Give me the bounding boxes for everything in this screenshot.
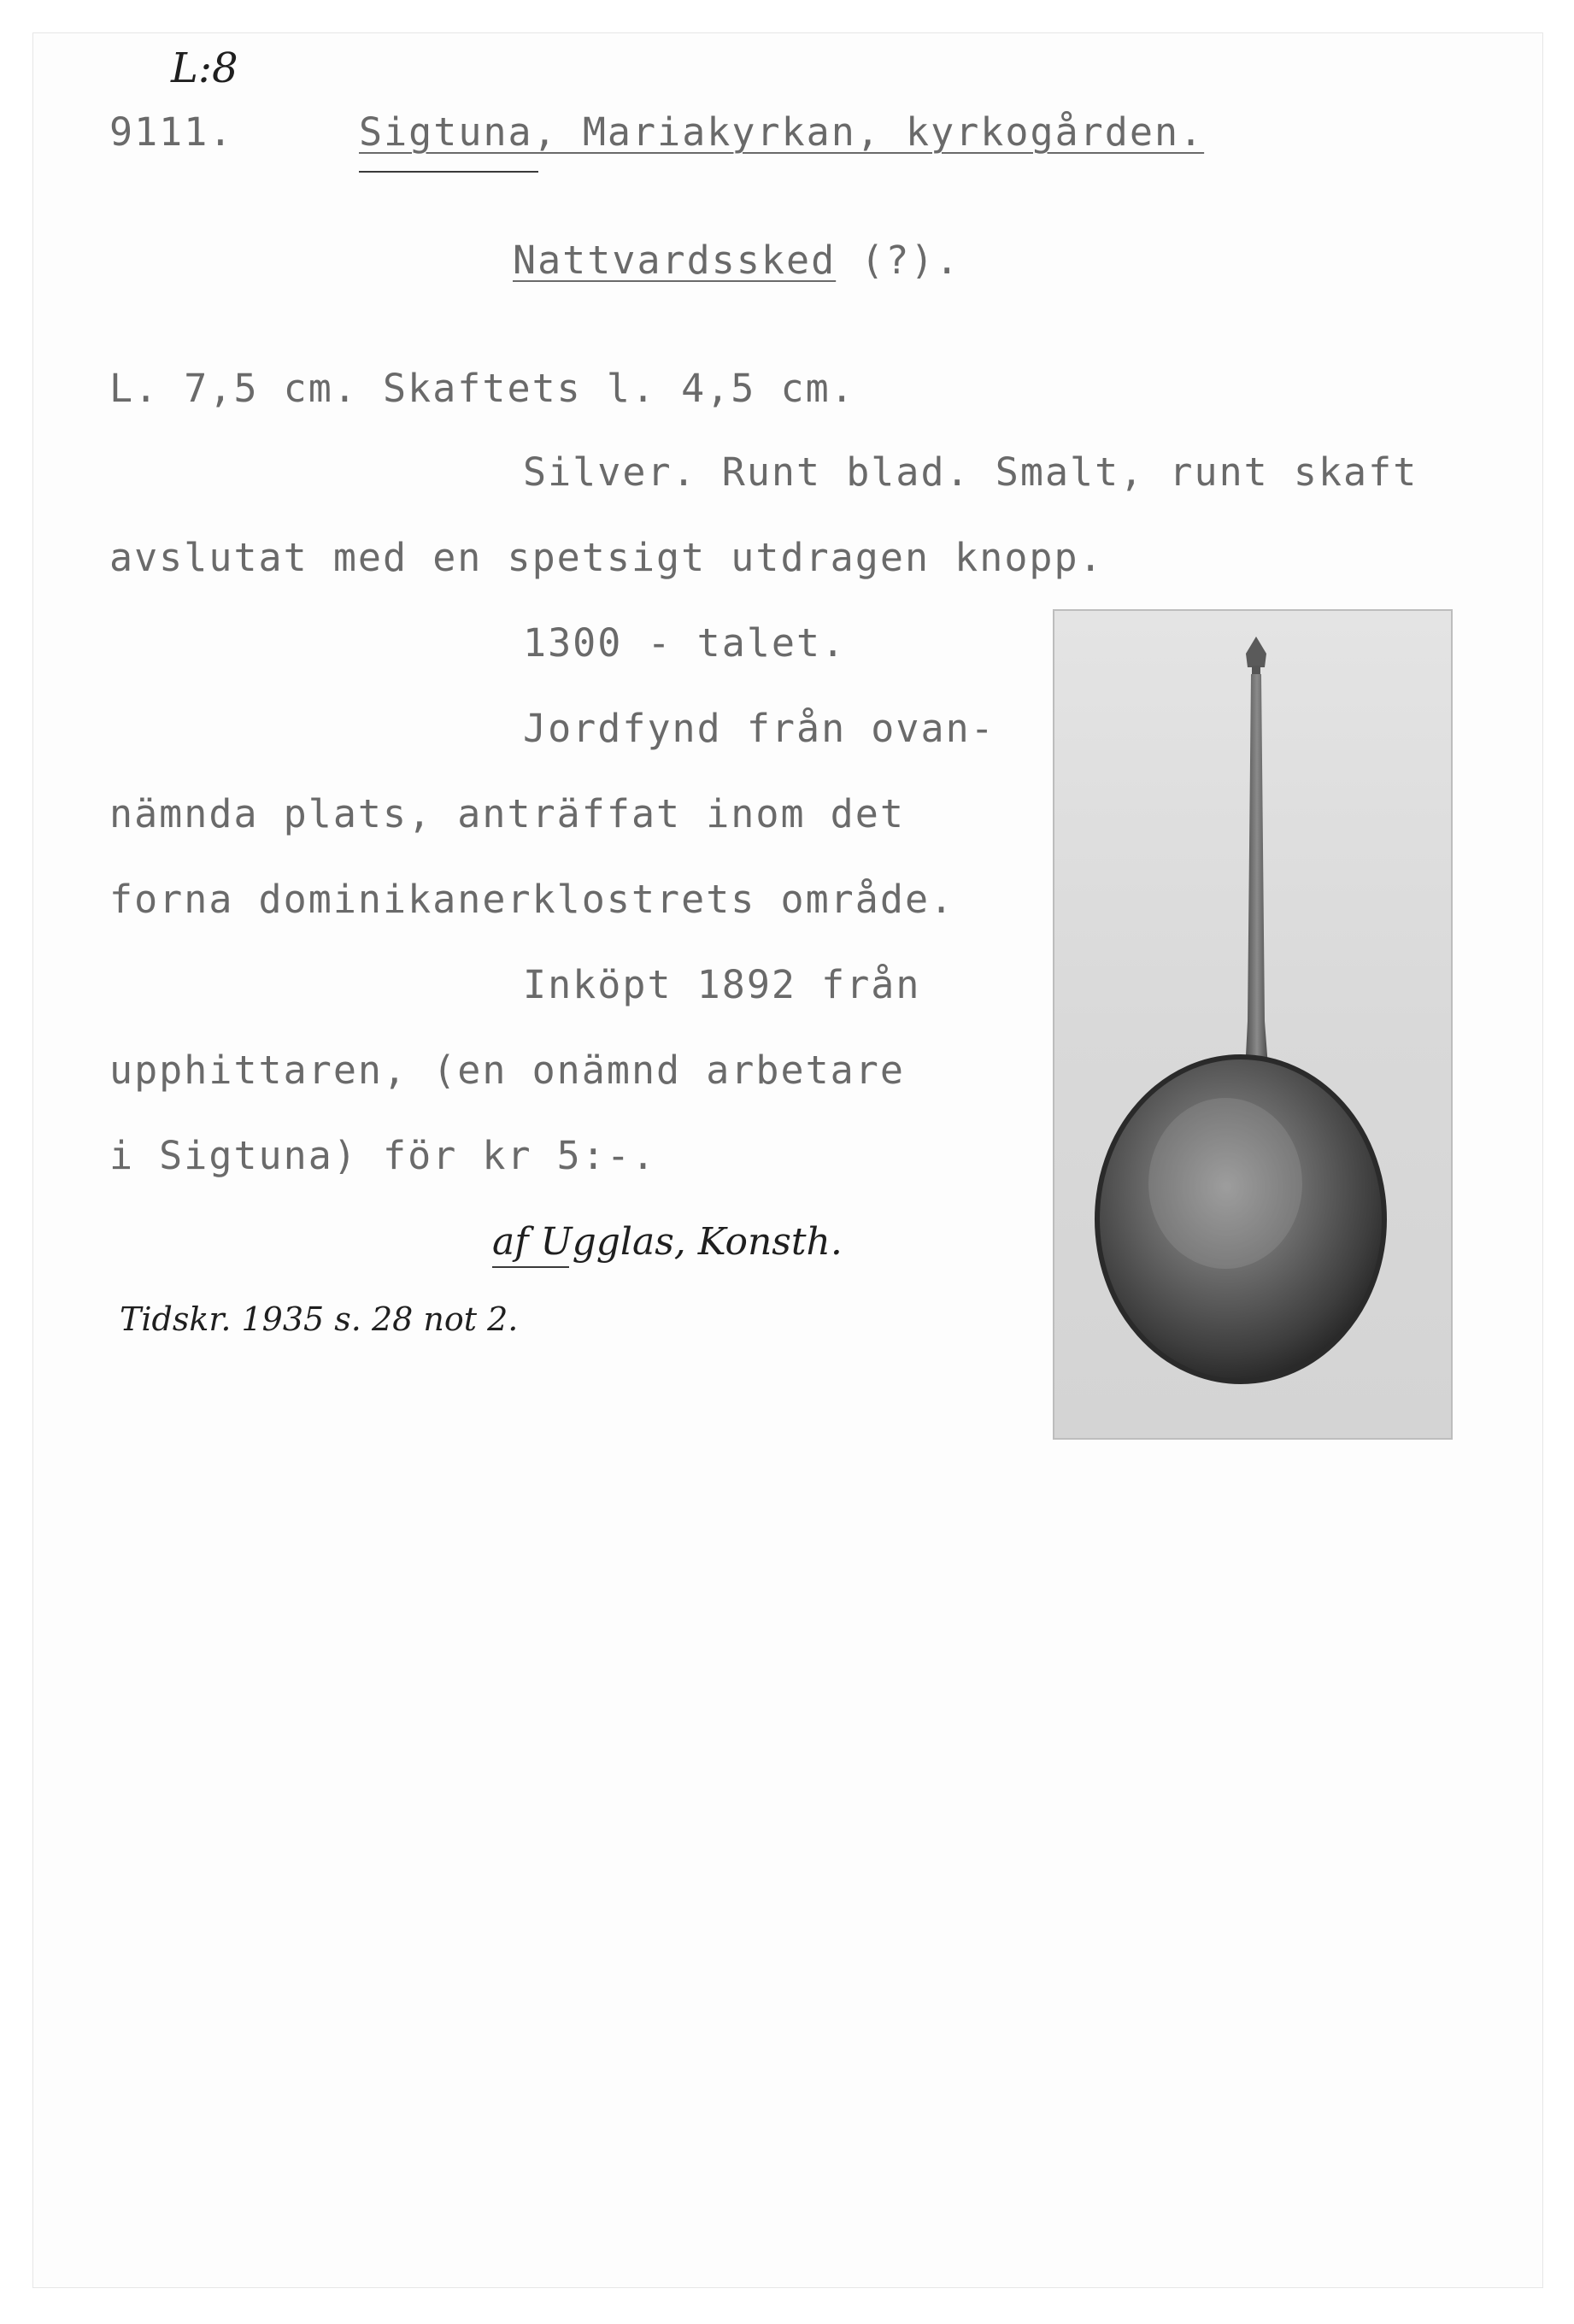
object-query: (?). <box>836 238 960 283</box>
dimensions: L. 7,5 cm. Skaftets l. 4,5 cm. <box>109 366 855 411</box>
acquisition-line-3: i Sigtuna) för kr 5:-. <box>109 1133 657 1178</box>
spoon-photograph <box>1053 609 1453 1440</box>
object-title <box>513 238 960 284</box>
find-line-2: nämnda plats, anträffat inom det <box>109 791 905 836</box>
signature: af Ugglas, Konsth. <box>492 1220 843 1264</box>
find-line-1: Jordfynd från ovan- <box>523 706 995 751</box>
description-line-2: avslutat med en spetsigt utdragen knopp. <box>109 535 1104 580</box>
find-line-3: forna dominikanerklostrets område. <box>109 877 955 922</box>
shelf-mark: L:8 <box>171 44 238 92</box>
place-rule <box>359 171 538 173</box>
acquisition-line-1: Inköpt 1892 från <box>523 962 921 1007</box>
description-line-1: Silver. Runt blad. Smalt, runt skaft <box>523 449 1418 495</box>
dating: 1300 - talet. <box>523 620 847 666</box>
spoon-icon <box>1054 611 1451 1438</box>
acquisition-line-2: upphittaren, (en onämnd arbetare <box>109 1048 905 1093</box>
literature-reference: Tidskr. 1935 s. 28 not 2. <box>120 1300 519 1338</box>
catalog-number: 9111. <box>109 109 234 155</box>
find-place: Sigtuna, Mariakyrkan, kyrkogården. <box>359 109 1205 155</box>
signature-rule <box>492 1266 569 1268</box>
object-name: Nattvardssked <box>513 238 837 283</box>
